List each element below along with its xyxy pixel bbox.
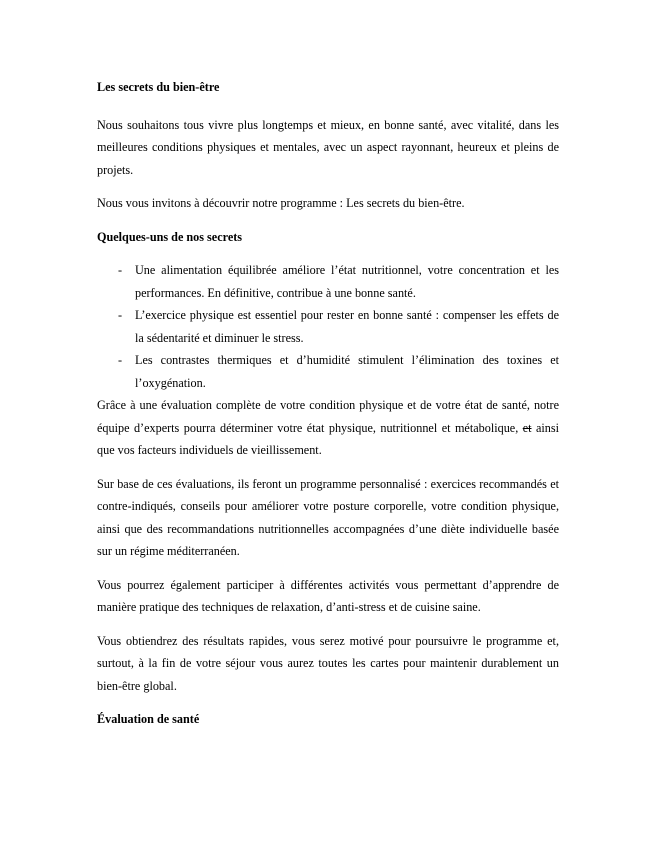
bullet-dash: -: [118, 263, 123, 277]
intro-paragraph-1: Nous souhaitons tous vivre plus longtemps et mieux, en bonne santé, avec vitalité, dans les meilleures conditions physiques et mentales, avec un aspect rayonnant, heureux et pleins de projets.: [97, 117, 559, 177]
bullet-text: Les contrastes thermiques et d’humidité stimulent l’élimination des toxines et l’oxygénation.: [135, 353, 559, 390]
bullet-text: L’exercice physique est essentiel pour rester en bonne santé : compenser les effets de la sédentarité et diminuer le stress.: [135, 308, 559, 345]
evaluation-text-end: ainsi que vos facteurs individuels de vieillissement.: [97, 420, 559, 457]
bullet-text: Une alimentation équilibrée améliore l’état nutritionnel, votre concentration et les performances. En définitive, contribue à une bonne santé.: [135, 263, 559, 300]
intro-paragraph-2: Nous vous invitons à découvrir notre programme : Les secrets du bien-être.: [97, 196, 465, 210]
list-item: [97, 259, 559, 304]
secrets-list: [97, 259, 559, 394]
bullet-dash: -: [118, 353, 123, 367]
secrets-heading: Quelques-uns de nos secrets: [97, 229, 243, 244]
body-paragraph-2: Vous pourrez également participer à différentes activités vous permettant d’apprendre de manière pratique des techniques de relaxation, d’anti-stress et de cuisine saine.: [97, 577, 559, 614]
list-item: [97, 304, 559, 349]
struck-word: et: [522, 420, 532, 435]
body-paragraph-3: Vous obtiendrez des résultats rapides, vous serez motivé pour poursuivre le programme et, surtout, à la fin de votre séjour vous aurez toutes les cartes pour maintenir durablement un bien-être global.: [97, 633, 559, 693]
evaluation-paragraph: [97, 394, 559, 462]
evaluation-text-start: Grâce à une évaluation complète de votre condition physique et de votre état de santé, notre équipe d’experts pourra déterminer votre état physique, nutritionnel et métabolique,: [97, 398, 559, 435]
list-item: [97, 349, 559, 394]
document-page: [97, 76, 559, 731]
final-heading: Évaluation de santé: [97, 712, 200, 726]
body-paragraph-1: Sur base de ces évaluations, ils feront un programme personnalisé : exercices recommandés et contre-indiqués, conseils pour améliorer votre posture corporelle, votre condition physique, ainsi que des recommandations nutritionnelles accompagnées d’une diète individuelle basée sur un régime méditerranéen.: [97, 476, 559, 558]
bullet-dash: -: [118, 308, 123, 322]
document-title: Les secrets du bien-être: [97, 80, 220, 94]
